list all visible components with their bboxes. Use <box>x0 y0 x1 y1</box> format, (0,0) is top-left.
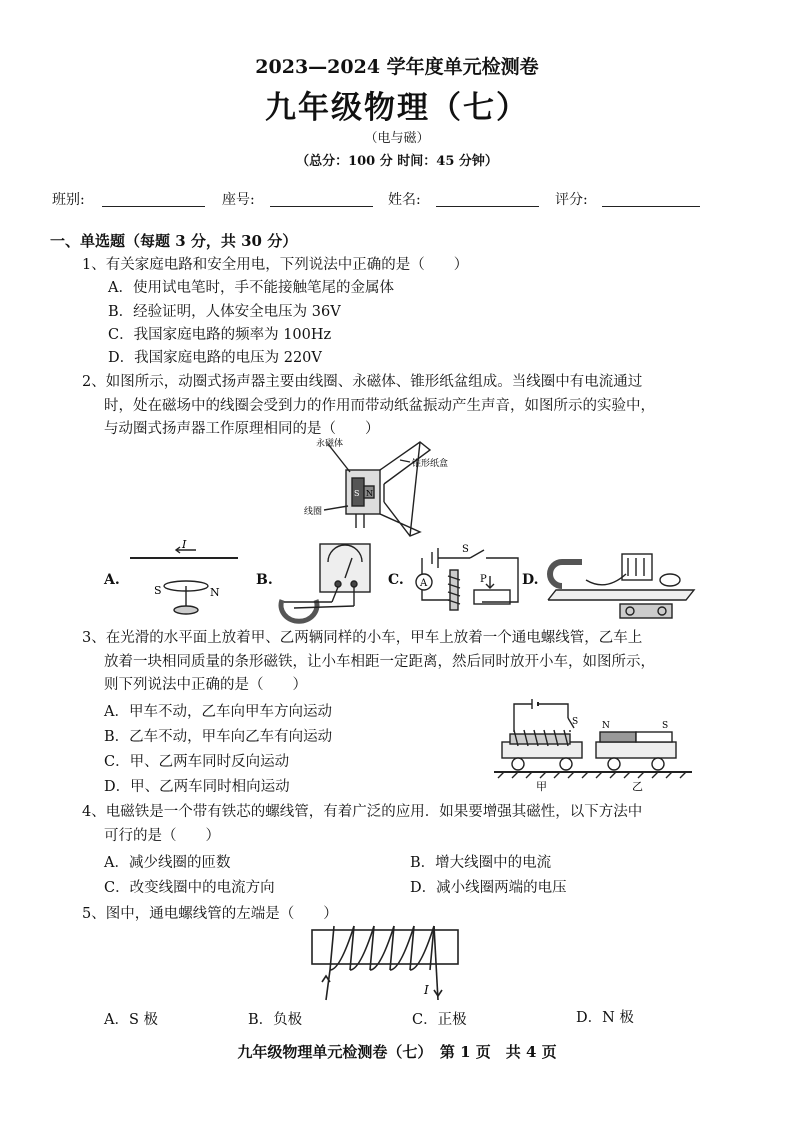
score-field[interactable] <box>602 206 700 207</box>
q3-option-a: A．甲车不动，乙车向甲车方向运动 <box>104 704 332 720</box>
class-field[interactable] <box>102 206 205 207</box>
magnet-s-label: S <box>662 721 669 731</box>
q2-stem-line3: 与动圈式扬声器工作原理相同的是（ ） <box>104 421 380 437</box>
electromagnet-circuit-figure <box>410 540 522 622</box>
q1-option-b: B．经验证明，人体安全电压为 36V <box>108 304 341 320</box>
q4-option-a: A．减少线圈的匝数 <box>104 855 231 871</box>
speaker-figure <box>300 436 470 536</box>
circuit-switch-label: S <box>462 544 469 555</box>
q4-option-b: B．增大线圈中的电流 <box>410 855 552 871</box>
exam-meta: （总分：100 分 时间：45 分钟） <box>296 154 498 169</box>
q2-option-b-label: B. <box>256 572 273 588</box>
q2-option-d-label: D. <box>522 572 539 588</box>
q1-option-c: C．我国家庭电路的频率为 100Hz <box>108 327 332 343</box>
section-heading: 一、单选题（每题 3 分，共 30 分） <box>50 232 298 250</box>
q4-stem-line1: 4、电磁铁是一个带有铁芯的螺线管，有着广泛的应用．如果要增强其磁性，以下方法中 <box>82 804 643 820</box>
q4-option-c: C．改变线圈中的电流方向 <box>104 880 275 896</box>
q3-option-b: B．乙车不动，甲车向乙车有向运动 <box>104 729 333 745</box>
q3-stem-line3: 则下列说法中正确的是（ ） <box>104 677 307 693</box>
q1-option-d: D．我国家庭电路的电压为 220V <box>108 350 322 366</box>
speaker-cone-label: 锥形纸盒 <box>412 459 449 469</box>
q5-option-c: C．正极 <box>412 1012 467 1028</box>
oersted-current-label: I <box>182 538 187 551</box>
name-label: 姓名: <box>388 192 421 208</box>
circuit-ammeter-label: A <box>420 578 428 589</box>
solenoid-switch-label: S <box>572 717 579 727</box>
q4-option-d: D．减小线圈两端的电压 <box>410 880 567 896</box>
q3-stem-line1: 3、在光滑的水平面上放着甲、乙两辆同样的小车，甲车上放着一个通电螺线管，乙车上 <box>82 630 643 646</box>
q4-stem-line2: 可行的是（ ） <box>104 828 220 844</box>
q2-option-c-label: C. <box>388 572 404 588</box>
q1-stem: 1、有关家庭电路和安全用电，下列说法中正确的是（ ） <box>82 257 469 273</box>
cart-jia-label: 甲 <box>536 780 547 793</box>
oersted-experiment-figure <box>128 538 244 622</box>
generator-experiment-figure <box>272 540 380 622</box>
q3-option-c: C．甲、乙两车同时反向运动 <box>104 754 290 770</box>
cart-yi-label: 乙 <box>632 780 643 793</box>
solenoid-figure <box>306 922 466 1004</box>
exam-title: 九年级物理（七） <box>265 90 529 126</box>
carts-figure <box>492 696 698 796</box>
q1-option-a: A．使用试电笔时，手不能接触笔尾的金属体 <box>108 280 394 296</box>
q3-option-d: D．甲、乙两车同时相向运动 <box>104 779 290 795</box>
name-field[interactable] <box>436 206 539 207</box>
q2-option-a-label: A. <box>104 572 120 588</box>
q5-stem: 5、图中，通电螺线管的左端是（ ） <box>82 906 338 922</box>
motor-apparatus-figure <box>546 540 696 622</box>
class-label: 班别: <box>52 192 85 208</box>
score-label: 评分: <box>555 192 588 208</box>
speaker-s-label: S <box>354 489 360 498</box>
seat-label: 座号: <box>222 192 255 208</box>
oersted-n-label: N <box>210 586 220 599</box>
speaker-n-label: N <box>366 489 373 498</box>
speaker-magnet-label: 永磁体 <box>316 439 344 449</box>
speaker-coil-label: 线圈 <box>304 507 323 517</box>
exam-year-title: 2023—2024 学年度单元检测卷 <box>255 56 539 78</box>
q3-stem-line2: 放着一块相同质量的条形磁铁，让小车相距一定距离，然后同时放开小车，如图所示， <box>104 654 655 670</box>
q5-option-d: D．N 极 <box>576 1010 634 1026</box>
exam-subtitle: （电与磁） <box>364 131 430 146</box>
page-footer: 九年级物理单元检测卷（七） 第 1 页 共 4 页 <box>237 1043 557 1061</box>
q2-stem-line2: 时，处在磁场中的线圈会受到力的作用而带动纸盆振动产生声音，如图所示的实验中， <box>104 398 655 414</box>
seat-field[interactable] <box>270 206 373 207</box>
solenoid-current-label: I <box>424 983 429 997</box>
oersted-s-label: S <box>154 584 162 597</box>
circuit-slider-label: P <box>480 574 487 585</box>
q5-option-a: A．S 极 <box>104 1012 159 1028</box>
q5-option-b: B．负极 <box>248 1012 303 1028</box>
magnet-n-label: N <box>602 721 610 731</box>
q2-stem-line1: 2、如图所示，动圈式扬声器主要由线圈、永磁体、锥形纸盆组成。当线圈中有电流通过 <box>82 374 643 390</box>
